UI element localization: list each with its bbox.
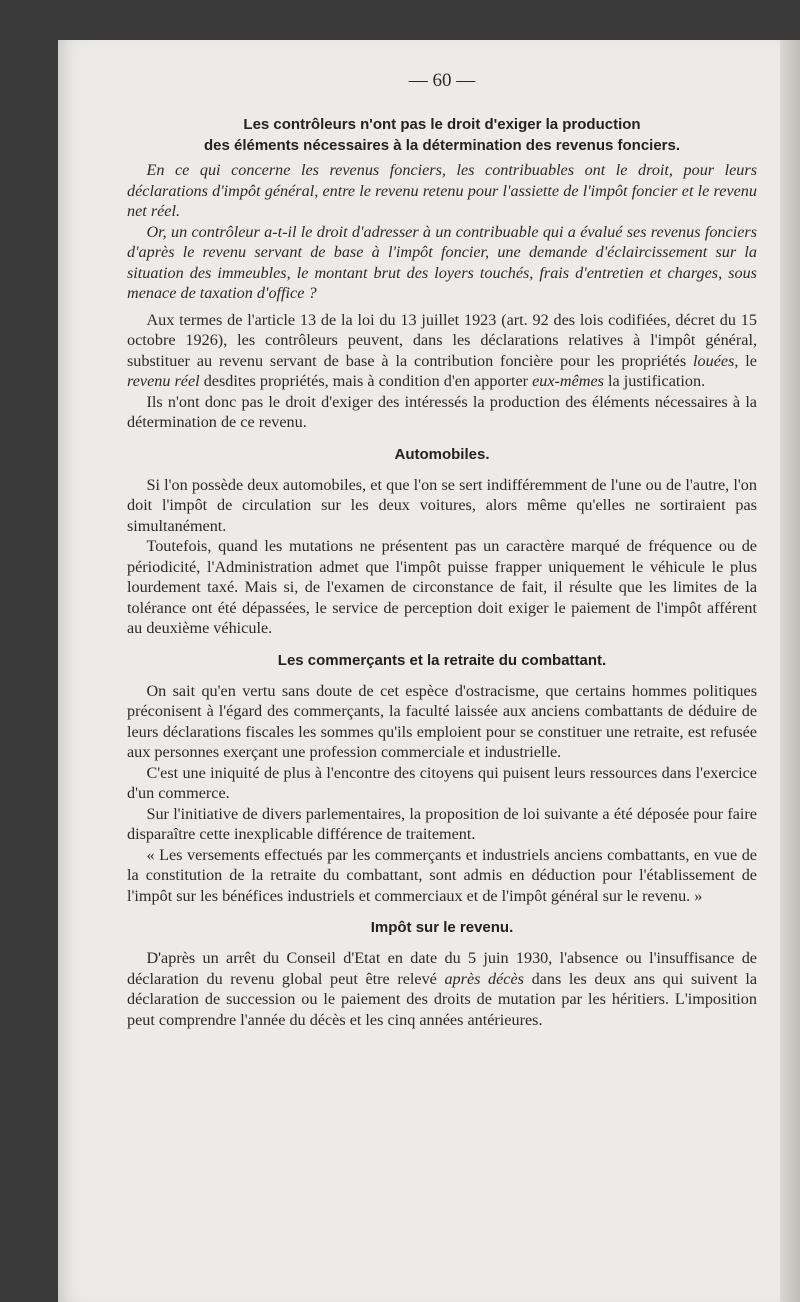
text-run: Aux termes de l'article 13 de la loi du 13 juillet 1923 (art. 92 des lois codifiées, décret du 15 octobre 1926), les contrôleurs peuvent, dans les déclarations relatives à l'impôt général, substituer au revenu servant de base à la contribution foncière pour les propriétés	[127, 310, 757, 370]
section-title-controleurs	[127, 114, 757, 156]
section-title-automobiles: Automobiles.	[394, 445, 490, 463]
document-body	[127, 70, 757, 1030]
text-run: , le	[734, 351, 757, 370]
section-title-line-1: Les contrôleurs n'ont pas le droit d'exiger la production	[243, 116, 641, 133]
question-paragraph: Or, un contrôleur a-t-il le droit d'adresser à un contribuable qui a évalué ses revenus fonciers d'après le revenu servant de base à l'impôt foncier, une demande d'éclaircissement sur la situation des immeubles, le montant brut des loyers touchés, frais d'entretien et charges, sous menace de taxation d'office ?	[127, 222, 757, 302]
emphasis: après décès	[444, 969, 524, 988]
emphasis: eux-mêmes	[532, 372, 604, 390]
text-run: la justification.	[603, 372, 706, 390]
page-number: — 60 —	[408, 70, 476, 91]
body-paragraph: Si l'on possède deux automobiles, et que l'on se sert indifféremment de l'une ou de l'autre, l'on doit l'impôt de circulation sur les deux voitures, alors même qu'elles ne sortiraient pas simultanément.	[127, 475, 757, 535]
body-paragraph	[127, 948, 757, 1030]
quote-paragraph: « Les versements effectués par les commerçants et industriels anciens combattants, en vue de la constitution de la retraite du combattant, sont admis en déduction pour l'établissement de l'impôt sur les bénéfices industriels et commerciaux et de l'impôt général sur le revenu. »	[127, 845, 757, 905]
answer-paragraph	[127, 310, 757, 392]
body-paragraph: Sur l'initiative de divers parlementaires, la proposition de loi suivante a été déposée pour faire disparaître cette inexplicable différence de traitement.	[127, 804, 757, 843]
text-run: dans les deux ans qui suivent la déclaration de succession ou le paiement des droits de mutation par les héritiers. L'imposition peut comprendre l'année du décès et les cinq années antérieures.	[127, 969, 758, 1029]
emphasis: louées	[693, 351, 735, 370]
emphasis: revenu réel	[127, 372, 200, 390]
text-run: D'après un arrêt du Conseil d'Etat en date du 5 juin 1930, l'absence ou l'insuffisance de déclaration du revenu global peut être relevé	[127, 949, 757, 988]
body-paragraph: C'est une iniquité de plus à l'encontre des citoyens qui puisent leurs ressources dans l'exercice d'un commerce.	[127, 763, 757, 802]
body-paragraph: Toutefois, quand les mutations ne présentent pas un caractère marqué de fréquence ou de périodicité, l'Administration admet que l'impôt puisse frapper uniquement le véhicule le plus lourdement taxé. Mais si, de l'examen de circonstance de fait, il résulte que les limites de la tolérance ont été dépassées, le service de perception doit exiger le paiement de l'impôt afférent au deuxième véhicule.	[127, 537, 757, 637]
section-title-commercants: Les commerçants et la retraite du combattant.	[277, 651, 607, 669]
answer-paragraph: Ils n'ont donc pas le droit d'exiger des intéressés la production des éléments nécessaires à la détermination de ce revenu.	[127, 392, 757, 431]
question-paragraph: En ce qui concerne les revenus fonciers, les contribuables ont le droit, pour leurs déclarations d'impôt général, entre le revenu retenu pour l'assiette de l'impôt foncier et le revenu net réel.	[127, 161, 757, 220]
section-title-impot: Impôt sur le revenu.	[370, 919, 514, 936]
text-run: desdites propriétés, mais à condition d'en apporter	[199, 372, 533, 390]
section-title-line-2: des éléments nécessaires à la détermination des revenus fonciers.	[203, 137, 681, 154]
page-edge	[780, 40, 800, 1302]
body-paragraph: On sait qu'en vertu sans doute de cet espèce d'ostracisme, que certains hommes politiques préconisent à l'égard des commerçants, la faculté laissée aux anciens combattants de déduire de leurs déclarations fiscales les sommes qu'ils emploient pour se constituer une retraite, est refusée aux personnes exerçant une profession commerciale et industrielle.	[127, 681, 757, 761]
